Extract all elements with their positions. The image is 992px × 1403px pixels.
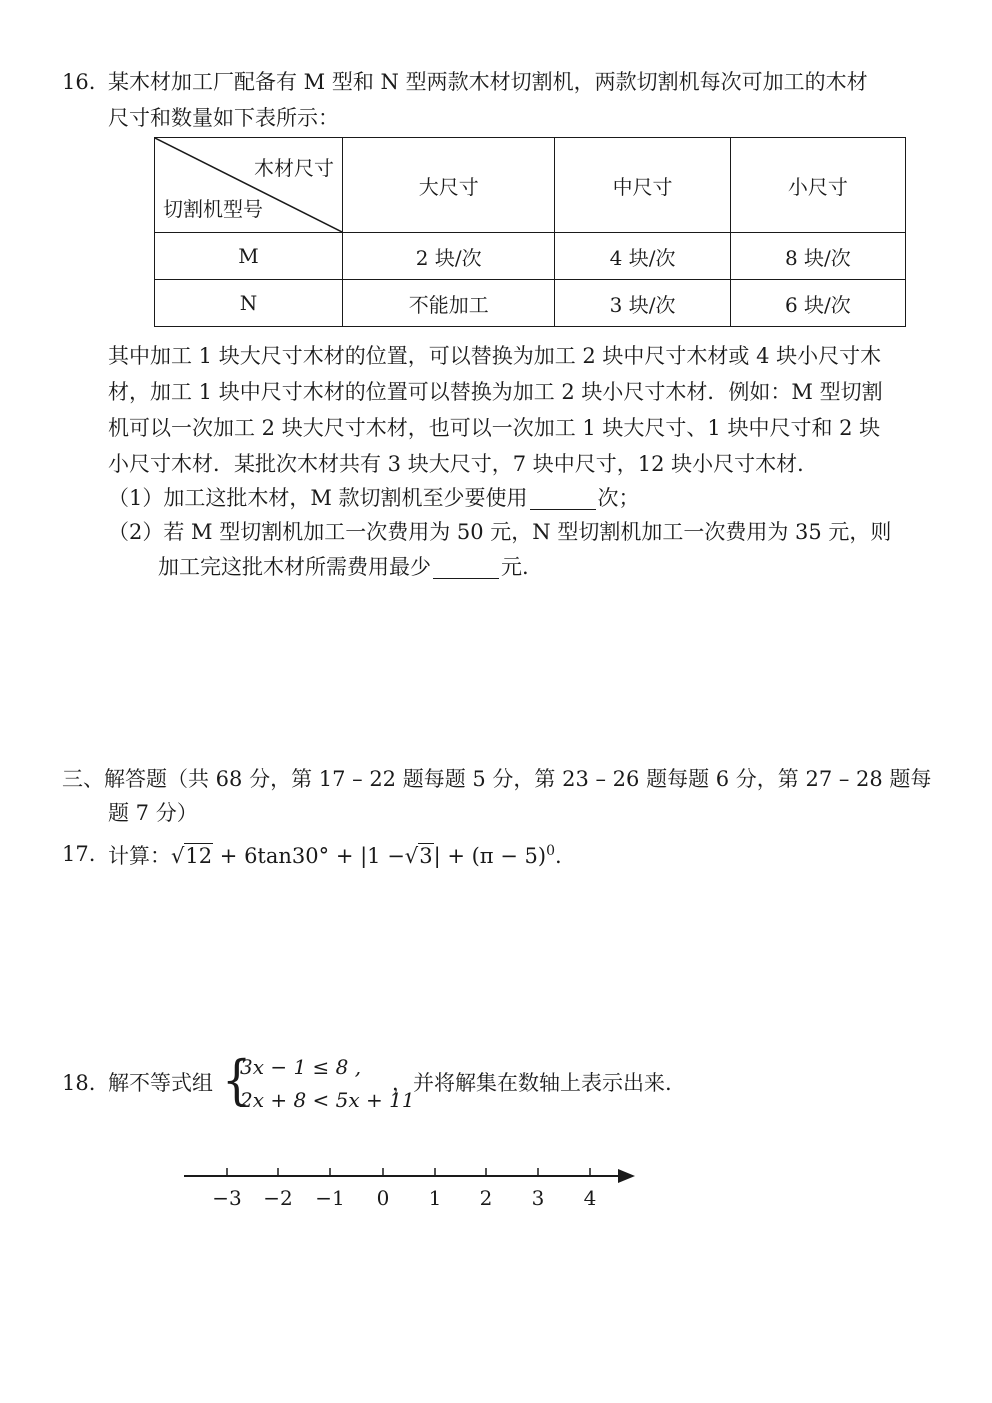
col-header-medium: 中尺寸 [555, 138, 730, 233]
table-cell: 2 块/次 [343, 233, 555, 280]
arrow-right-icon [618, 1169, 635, 1183]
axis-label: 2 [479, 1186, 493, 1210]
table-row [155, 280, 906, 327]
q16-sub2-line2 [158, 557, 529, 579]
number-line [180, 1160, 640, 1190]
axis-label: 0 [376, 1186, 390, 1210]
table-cell: 4 块/次 [555, 233, 730, 280]
axis-label: 3 [531, 1186, 545, 1210]
q16-paragraph-line4: 小尺寸木材．某批次木材共有 3 块大尺寸，7 块中尺寸，12 块小尺寸木材． [108, 452, 819, 476]
corner-label-wood-size: 木材尺寸 [254, 156, 334, 180]
q18-label: 解不等式组 [108, 1071, 213, 1095]
col-header-small: 小尺寸 [730, 138, 905, 233]
sqrt-sign: √ [171, 844, 185, 868]
sqrt-sign: √ [404, 844, 419, 868]
q18-inequality-1: 3x − 1 ≤ 8 , [240, 1055, 362, 1079]
q16-sub2-line1: （2）若 M 型切割机加工一次费用为 50 元，N 型切割机加工一次费用为 35 元，则 [108, 520, 892, 544]
axis-label: −2 [263, 1186, 293, 1210]
section3-heading-line2: 题 7 分） [108, 801, 198, 825]
q17-label: 计算： [108, 844, 171, 868]
answer-blank-2[interactable] [433, 557, 499, 579]
axis-label: −3 [212, 1186, 242, 1210]
axis-label: 1 [428, 1186, 442, 1210]
q17-radicand-2: 3 [419, 844, 433, 868]
q16-number: 16. [62, 70, 96, 94]
answer-blank-1[interactable] [530, 488, 596, 510]
q16-sub1-text: （1）加工这批木材，M 款切割机至少要使用 [108, 486, 528, 510]
q16-paragraph-line1: 其中加工 1 块大尺寸木材的位置，可以替换为加工 2 块中尺寸木材或 4 块小尺寸木 [108, 344, 882, 368]
q16-paragraph-line3: 机可以一次加工 2 块大尺寸木材，也可以一次加工 1 块大尺寸、1 块中尺寸和 2 块 [108, 416, 881, 440]
q17-radicand-1: 12 [185, 844, 213, 868]
table-header-row [155, 138, 906, 233]
table-corner-cell [155, 138, 343, 233]
q16-sub2-text: 加工完这批木材所需费用最少 [158, 555, 431, 579]
q17-number: 17. [62, 842, 96, 866]
section3-heading-line1: 三、解答题（共 68 分，第 17 – 22 题每题 5 分，第 23 – 26 题每题 6 分，第 27 – 28 题每 [62, 767, 932, 791]
q16-sub1-tail: 次； [597, 486, 640, 510]
row-label-m: M [155, 233, 343, 280]
col-header-large: 大尺寸 [343, 138, 555, 233]
q17-expression [108, 844, 562, 867]
q16-sub2-tail: 元. [501, 555, 529, 579]
q17-exponent: 0 [546, 843, 556, 859]
q18-number: 18. [62, 1071, 96, 1095]
q17-period: . [555, 844, 562, 868]
q18-tail: ，并将解集在数轴上表示出来. [392, 1071, 672, 1095]
row-label-n: N [155, 280, 343, 327]
q16-sub1 [108, 488, 640, 510]
q17-expr-mid: + 6tan30° + |1 − [213, 844, 405, 868]
axis-label: −1 [315, 1186, 345, 1210]
q16-intro-line2: 尺寸和数量如下表所示： [108, 106, 339, 130]
q18-inequality-2: 2x + 8 < 5x + 11 [240, 1088, 415, 1112]
table-cell: 3 块/次 [555, 280, 730, 327]
table-cell: 不能加工 [343, 280, 555, 327]
system-brace: { [222, 1048, 252, 1112]
table-row [155, 233, 906, 280]
table-cell: 8 块/次 [730, 233, 905, 280]
axis-label: 4 [583, 1186, 597, 1210]
table-cell: 6 块/次 [730, 280, 905, 327]
corner-label-machine-model: 切割机型号 [163, 197, 263, 221]
q16-paragraph-line2: 材，加工 1 块中尺寸木材的位置可以替换为加工 2 块小尺寸木材．例如：M 型切割 [108, 380, 883, 404]
q17-expr-end: | + (π − 5) [433, 844, 547, 868]
wood-size-table [154, 137, 906, 327]
q16-intro-line1: 某木材加工厂配备有 M 型和 N 型两款木材切割机，两款切割机每次可加工的木材 [108, 70, 868, 94]
